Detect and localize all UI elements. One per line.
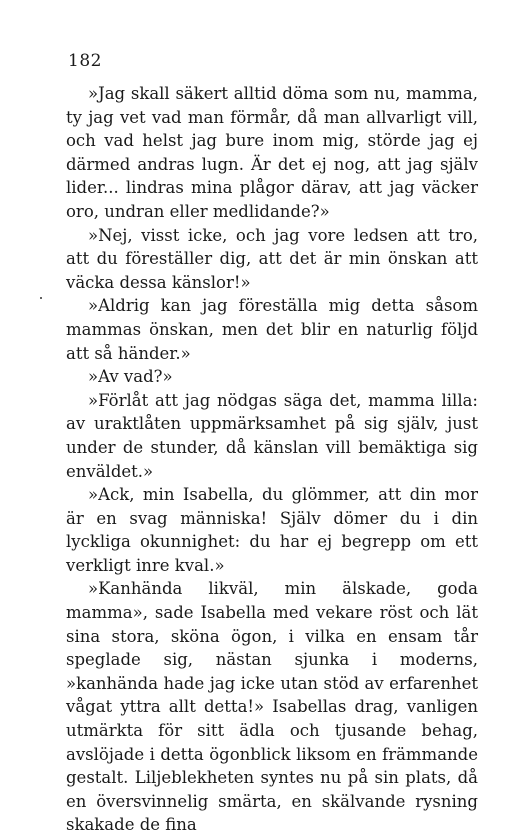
paragraph: »Ack, min Isabella, du glömmer, att din mor är en svag människa! Själv dömer du i din lyckliga okunnighet: du har ej begrepp om ett verkligt inre kval.» — [66, 485, 478, 575]
paragraph: »Nej, visst icke, och jag vore ledsen att tro, att du föreställer dig, att det är min önskan att väcka dessa känslor!» — [66, 225, 478, 292]
paragraph: »Förlåt att jag nödgas säga det, mamma lilla: av uraktlåten uppmärksamhet på sig själv, just under de stunder, då känslan vill bemäktiga sig enväldet.» — [66, 390, 478, 481]
paragraph: »Jag skall säkert alltid döma som nu, mamma, ty jag vet vad man förmår, då man allvarligt vill, och vad helst jag bure inom mig, störde jag ej därmed andras lugn. Är det ej nog, att jag själv lider... lindras mina plågor därav, att jag väcker oro, undran eller medlidande?» — [66, 84, 478, 221]
paragraph: »Av vad?» — [88, 367, 173, 387]
page-number: 182 — [68, 51, 102, 71]
paragraph: »Aldrig kan jag föreställa mig detta såsom mammas önskan, men det blir en naturlig följd att så händer.» — [66, 296, 478, 363]
body-text — [66, 82, 478, 837]
print-speck — [40, 297, 42, 299]
paragraph: »Kanhända likväl, min älskade, goda mamma», sade Isabella med vekare röst och lät sina stora, sköna ögon, i vilka en ensam tår speglade sig, nästan sjunka i moderns, »kanhända hade jag icke utan stöd av erfarenhet vågat yttra allt detta!» Isabellas drag, vanligen utmärkta för sitt ädla och tjusande behag, avslöjade i detta ögonblick liksom en främmande gestalt. Liljeblekheten syntes nu på sin plats, då en översvinnelig smärta, en skälvande rysning skakade de fina — [66, 579, 478, 835]
